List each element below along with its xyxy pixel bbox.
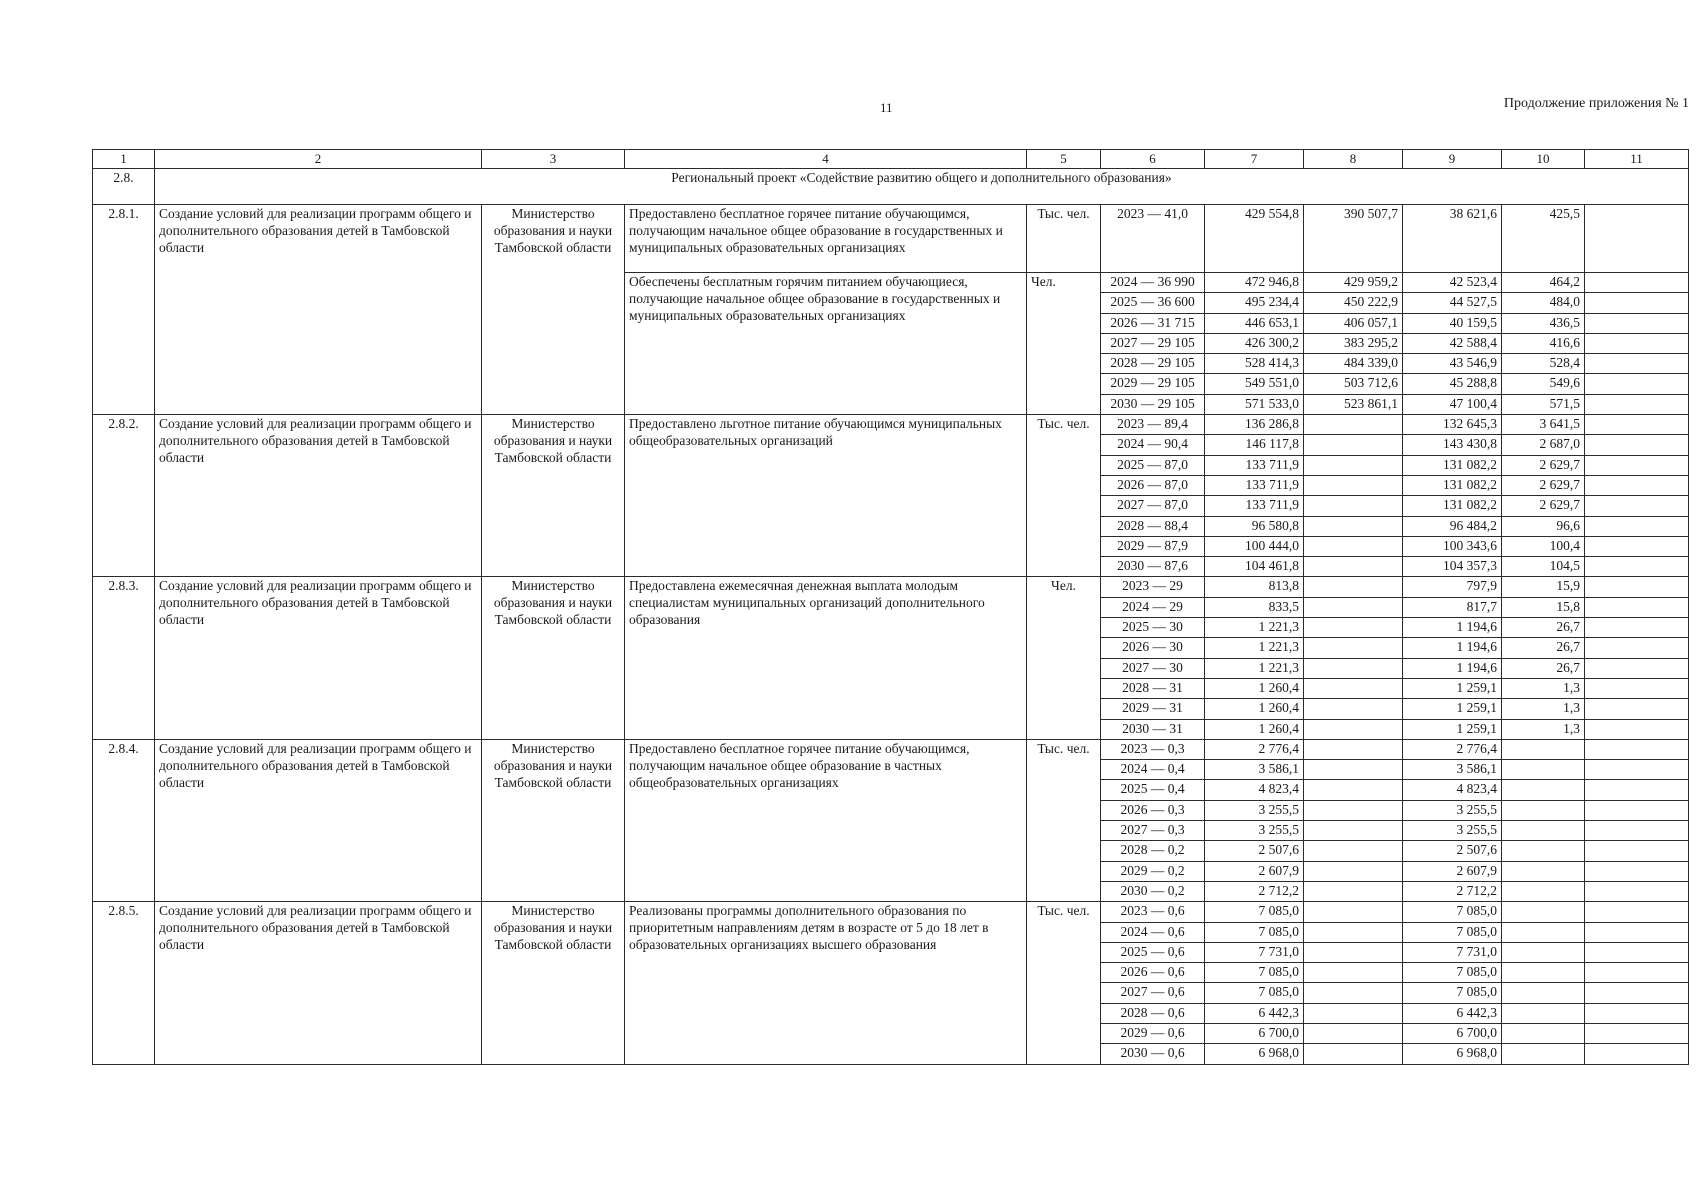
year-target: 2028 — 0,6 [1101, 1003, 1205, 1023]
local-budget: 436,5 [1502, 313, 1585, 333]
measure-name: Создание условий для реализации программ общего и дополнительного образования детей в Тамбовской области [155, 577, 482, 739]
other-sources [1585, 455, 1689, 475]
local-budget: 416,6 [1502, 333, 1585, 353]
measure-name: Создание условий для реализации программ общего и дополнительного образования детей в Тамбовской области [155, 739, 482, 901]
local-budget: 2 629,7 [1502, 455, 1585, 475]
federal-budget [1304, 942, 1403, 962]
result-description: Предоставлена ежемесячная денежная выплата молодым специалистам муниципальных организаций дополнительного образования [625, 577, 1027, 739]
total-amount: 549 551,0 [1205, 374, 1304, 394]
local-budget: 96,6 [1502, 516, 1585, 536]
other-sources [1585, 354, 1689, 374]
other-sources [1585, 293, 1689, 313]
other-sources [1585, 719, 1689, 739]
regional-budget: 42 588,4 [1403, 333, 1502, 353]
executor: Министерство образования и науки Тамбовской области [482, 415, 625, 577]
other-sources [1585, 577, 1689, 597]
executor: Министерство образования и науки Тамбовской области [482, 739, 625, 901]
total-amount: 426 300,2 [1205, 333, 1304, 353]
regional-budget: 143 430,8 [1403, 435, 1502, 455]
local-budget: 3 641,5 [1502, 415, 1585, 435]
section-row [93, 169, 1689, 205]
federal-budget [1304, 618, 1403, 638]
federal-budget [1304, 902, 1403, 922]
total-amount: 104 461,8 [1205, 557, 1304, 577]
other-sources [1585, 739, 1689, 759]
federal-budget [1304, 638, 1403, 658]
regional-budget: 96 484,2 [1403, 516, 1502, 536]
other-sources [1585, 516, 1689, 536]
result-description: Обеспечены бесплатным горячим питанием обучающиеся, получающие начальное общее образование в государственных и муниципальных образовательных организациях [625, 273, 1027, 415]
other-sources [1585, 557, 1689, 577]
federal-budget [1304, 475, 1403, 495]
total-amount: 1 260,4 [1205, 719, 1304, 739]
column-header: 4 [625, 150, 1027, 169]
federal-budget: 429 959,2 [1304, 273, 1403, 293]
regional-budget: 4 823,4 [1403, 780, 1502, 800]
local-budget: 2 687,0 [1502, 435, 1585, 455]
regional-budget: 38 621,6 [1403, 205, 1502, 273]
federal-budget [1304, 719, 1403, 739]
local-budget: 2 629,7 [1502, 496, 1585, 516]
local-budget: 464,2 [1502, 273, 1585, 293]
local-budget: 549,6 [1502, 374, 1585, 394]
federal-budget: 450 222,9 [1304, 293, 1403, 313]
total-amount: 2 776,4 [1205, 739, 1304, 759]
other-sources [1585, 760, 1689, 780]
year-target: 2029 — 0,6 [1101, 1023, 1205, 1043]
year-target: 2028 — 88,4 [1101, 516, 1205, 536]
federal-budget [1304, 496, 1403, 516]
result-description: Предоставлено бесплатное горячее питание обучающимся, получающим начальное общее образование в государственных и муниципальных образовательных организациях [625, 205, 1027, 273]
regional-budget: 6 968,0 [1403, 1044, 1502, 1064]
column-header: 5 [1027, 150, 1101, 169]
total-amount: 2 607,9 [1205, 861, 1304, 881]
total-amount: 446 653,1 [1205, 313, 1304, 333]
local-budget [1502, 902, 1585, 922]
result-description: Предоставлено бесплатное горячее питание обучающимся, получающим начальное общее образование в частных общеобразовательных организациях [625, 739, 1027, 901]
regional-budget: 1 259,1 [1403, 719, 1502, 739]
item-number: 2.8.2. [93, 415, 155, 577]
table-row [93, 577, 1689, 597]
other-sources [1585, 1044, 1689, 1064]
column-header: 9 [1403, 150, 1502, 169]
unit-of-measure: Тыс. чел. [1027, 415, 1101, 577]
federal-budget [1304, 557, 1403, 577]
local-budget: 528,4 [1502, 354, 1585, 374]
column-header: 6 [1101, 150, 1205, 169]
year-target: 2025 — 0,4 [1101, 780, 1205, 800]
local-budget: 1,3 [1502, 699, 1585, 719]
federal-budget: 390 507,7 [1304, 205, 1403, 273]
other-sources [1585, 394, 1689, 414]
federal-budget [1304, 922, 1403, 942]
year-target: 2023 — 0,6 [1101, 902, 1205, 922]
other-sources [1585, 678, 1689, 698]
federal-budget [1304, 516, 1403, 536]
unit-of-measure: Тыс. чел. [1027, 205, 1101, 273]
other-sources [1585, 1003, 1689, 1023]
federal-budget [1304, 455, 1403, 475]
year-target: 2029 — 0,2 [1101, 861, 1205, 881]
page-number: 11 [880, 100, 893, 115]
other-sources [1585, 415, 1689, 435]
total-amount: 3 255,5 [1205, 821, 1304, 841]
federal-budget [1304, 1003, 1403, 1023]
local-budget [1502, 963, 1585, 983]
local-budget [1502, 1003, 1585, 1023]
year-target: 2023 — 89,4 [1101, 415, 1205, 435]
federal-budget [1304, 1023, 1403, 1043]
year-target: 2027 — 0,3 [1101, 821, 1205, 841]
local-budget [1502, 780, 1585, 800]
year-target: 2026 — 30 [1101, 638, 1205, 658]
total-amount: 7 085,0 [1205, 902, 1304, 922]
year-target: 2023 — 0,3 [1101, 739, 1205, 759]
local-budget: 26,7 [1502, 658, 1585, 678]
local-budget [1502, 1023, 1585, 1043]
item-number: 2.8.5. [93, 902, 155, 1064]
unit-of-measure: Чел. [1027, 577, 1101, 739]
other-sources [1585, 205, 1689, 273]
regional-budget: 131 082,2 [1403, 496, 1502, 516]
total-amount: 528 414,3 [1205, 354, 1304, 374]
other-sources [1585, 496, 1689, 516]
local-budget: 15,8 [1502, 597, 1585, 617]
unit-of-measure: Тыс. чел. [1027, 902, 1101, 1064]
federal-budget [1304, 739, 1403, 759]
federal-budget [1304, 577, 1403, 597]
local-budget: 104,5 [1502, 557, 1585, 577]
federal-budget [1304, 658, 1403, 678]
local-budget: 425,5 [1502, 205, 1585, 273]
regional-budget: 7 085,0 [1403, 922, 1502, 942]
other-sources [1585, 658, 1689, 678]
regional-budget: 797,9 [1403, 577, 1502, 597]
year-target: 2030 — 31 [1101, 719, 1205, 739]
total-amount: 2 507,6 [1205, 841, 1304, 861]
regional-budget: 2 776,4 [1403, 739, 1502, 759]
year-target: 2025 — 30 [1101, 618, 1205, 638]
measure-name: Создание условий для реализации программ общего и дополнительного образования детей в Тамбовской области [155, 415, 482, 577]
result-description: Предоставлено льготное питание обучающимся муниципальных общеобразовательных организаций [625, 415, 1027, 577]
other-sources [1585, 881, 1689, 901]
local-budget: 484,0 [1502, 293, 1585, 313]
regional-budget: 47 100,4 [1403, 394, 1502, 414]
total-amount: 495 234,4 [1205, 293, 1304, 313]
other-sources [1585, 273, 1689, 293]
federal-budget: 523 861,1 [1304, 394, 1403, 414]
regional-budget: 1 194,6 [1403, 658, 1502, 678]
other-sources [1585, 313, 1689, 333]
federal-budget [1304, 983, 1403, 1003]
regional-budget: 100 343,6 [1403, 536, 1502, 556]
local-budget: 2 629,7 [1502, 475, 1585, 495]
other-sources [1585, 435, 1689, 455]
table-row [93, 415, 1689, 435]
year-target: 2029 — 29 105 [1101, 374, 1205, 394]
regional-budget: 7 085,0 [1403, 983, 1502, 1003]
table-row [93, 739, 1689, 759]
regional-budget: 1 194,6 [1403, 638, 1502, 658]
measure-name: Создание условий для реализации программ общего и дополнительного образования детей в Тамбовской области [155, 902, 482, 1064]
other-sources [1585, 780, 1689, 800]
local-budget: 571,5 [1502, 394, 1585, 414]
year-target: 2028 — 31 [1101, 678, 1205, 698]
regional-budget: 2 507,6 [1403, 841, 1502, 861]
regional-budget: 45 288,8 [1403, 374, 1502, 394]
total-amount: 133 711,9 [1205, 475, 1304, 495]
column-header: 2 [155, 150, 482, 169]
appendix-note: Продолжение приложения № 1 [1503, 96, 1689, 111]
regional-budget: 131 082,2 [1403, 455, 1502, 475]
federal-budget [1304, 861, 1403, 881]
regional-budget: 42 523,4 [1403, 273, 1502, 293]
local-budget [1502, 739, 1585, 759]
column-header: 10 [1502, 150, 1585, 169]
year-target: 2027 — 29 105 [1101, 333, 1205, 353]
column-header: 7 [1205, 150, 1304, 169]
column-header: 3 [482, 150, 625, 169]
year-target: 2028 — 0,2 [1101, 841, 1205, 861]
total-amount: 6 442,3 [1205, 1003, 1304, 1023]
item-number: 2.8.4. [93, 739, 155, 901]
unit-of-measure: Чел. [1027, 273, 1101, 415]
other-sources [1585, 821, 1689, 841]
year-target: 2023 — 41,0 [1101, 205, 1205, 273]
year-target: 2030 — 29 105 [1101, 394, 1205, 414]
regional-budget: 7 085,0 [1403, 902, 1502, 922]
local-budget [1502, 942, 1585, 962]
regional-budget: 1 194,6 [1403, 618, 1502, 638]
table-row [93, 205, 1689, 273]
column-header: 11 [1585, 150, 1689, 169]
federal-budget [1304, 821, 1403, 841]
local-budget: 15,9 [1502, 577, 1585, 597]
column-header: 1 [93, 150, 155, 169]
result-description: Реализованы программы дополнительного образования по приоритетным направлениям детям в возрасте от 5 до 18 лет в образовательных организациях высшего образования [625, 902, 1027, 1064]
federal-budget [1304, 760, 1403, 780]
total-amount: 1 260,4 [1205, 699, 1304, 719]
regional-budget: 7 085,0 [1403, 963, 1502, 983]
regional-budget: 131 082,2 [1403, 475, 1502, 495]
regional-budget: 817,7 [1403, 597, 1502, 617]
other-sources [1585, 699, 1689, 719]
year-target: 2024 — 0,6 [1101, 922, 1205, 942]
federal-budget [1304, 678, 1403, 698]
column-header: 8 [1304, 150, 1403, 169]
other-sources [1585, 983, 1689, 1003]
year-target: 2030 — 0,6 [1101, 1044, 1205, 1064]
year-target: 2027 — 30 [1101, 658, 1205, 678]
section-number: 2.8. [93, 169, 155, 205]
total-amount: 4 823,4 [1205, 780, 1304, 800]
local-budget [1502, 821, 1585, 841]
other-sources [1585, 902, 1689, 922]
total-amount: 7 085,0 [1205, 963, 1304, 983]
federal-budget [1304, 963, 1403, 983]
unit-of-measure: Тыс. чел. [1027, 739, 1101, 901]
local-budget [1502, 881, 1585, 901]
executor: Министерство образования и науки Тамбовской области [482, 902, 625, 1064]
total-amount: 2 712,2 [1205, 881, 1304, 901]
local-budget [1502, 760, 1585, 780]
total-amount: 146 117,8 [1205, 435, 1304, 455]
total-amount: 100 444,0 [1205, 536, 1304, 556]
federal-budget [1304, 699, 1403, 719]
local-budget [1502, 922, 1585, 942]
other-sources [1585, 942, 1689, 962]
regional-budget: 3 255,5 [1403, 821, 1502, 841]
year-target: 2029 — 31 [1101, 699, 1205, 719]
regional-budget: 3 586,1 [1403, 760, 1502, 780]
total-amount: 833,5 [1205, 597, 1304, 617]
federal-budget: 406 057,1 [1304, 313, 1403, 333]
total-amount: 1 221,3 [1205, 658, 1304, 678]
other-sources [1585, 841, 1689, 861]
total-amount: 3 586,1 [1205, 760, 1304, 780]
federal-budget [1304, 536, 1403, 556]
other-sources [1585, 638, 1689, 658]
total-amount: 7 085,0 [1205, 983, 1304, 1003]
year-target: 2030 — 87,6 [1101, 557, 1205, 577]
other-sources [1585, 536, 1689, 556]
year-target: 2026 — 0,6 [1101, 963, 1205, 983]
regional-budget: 2 712,2 [1403, 881, 1502, 901]
federal-budget: 503 712,6 [1304, 374, 1403, 394]
other-sources [1585, 597, 1689, 617]
year-target: 2024 — 36 990 [1101, 273, 1205, 293]
measures-table [92, 149, 1689, 1065]
total-amount: 472 946,8 [1205, 273, 1304, 293]
year-target: 2024 — 0,4 [1101, 760, 1205, 780]
other-sources [1585, 618, 1689, 638]
other-sources [1585, 333, 1689, 353]
total-amount: 133 711,9 [1205, 455, 1304, 475]
total-amount: 813,8 [1205, 577, 1304, 597]
item-number: 2.8.1. [93, 205, 155, 415]
regional-budget: 104 357,3 [1403, 557, 1502, 577]
year-target: 2025 — 0,6 [1101, 942, 1205, 962]
total-amount: 429 554,8 [1205, 205, 1304, 273]
local-budget [1502, 1044, 1585, 1064]
year-target: 2025 — 87,0 [1101, 455, 1205, 475]
year-target: 2024 — 90,4 [1101, 435, 1205, 455]
other-sources [1585, 922, 1689, 942]
federal-budget [1304, 435, 1403, 455]
regional-budget: 7 731,0 [1403, 942, 1502, 962]
regional-budget: 44 527,5 [1403, 293, 1502, 313]
year-target: 2027 — 0,6 [1101, 983, 1205, 1003]
year-target: 2028 — 29 105 [1101, 354, 1205, 374]
year-target: 2025 — 36 600 [1101, 293, 1205, 313]
year-target: 2026 — 0,3 [1101, 800, 1205, 820]
year-target: 2024 — 29 [1101, 597, 1205, 617]
federal-budget [1304, 1044, 1403, 1064]
local-budget: 1,3 [1502, 719, 1585, 739]
total-amount: 1 260,4 [1205, 678, 1304, 698]
regional-budget: 6 442,3 [1403, 1003, 1502, 1023]
federal-budget [1304, 881, 1403, 901]
total-amount: 6 700,0 [1205, 1023, 1304, 1043]
federal-budget [1304, 800, 1403, 820]
total-amount: 6 968,0 [1205, 1044, 1304, 1064]
local-budget [1502, 841, 1585, 861]
other-sources [1585, 963, 1689, 983]
total-amount: 1 221,3 [1205, 638, 1304, 658]
other-sources [1585, 861, 1689, 881]
local-budget: 26,7 [1502, 618, 1585, 638]
other-sources [1585, 374, 1689, 394]
federal-budget [1304, 780, 1403, 800]
federal-budget [1304, 841, 1403, 861]
other-sources [1585, 800, 1689, 820]
regional-budget: 2 607,9 [1403, 861, 1502, 881]
regional-budget: 1 259,1 [1403, 678, 1502, 698]
item-number: 2.8.3. [93, 577, 155, 739]
regional-budget: 40 159,5 [1403, 313, 1502, 333]
regional-budget: 1 259,1 [1403, 699, 1502, 719]
year-target: 2029 — 87,9 [1101, 536, 1205, 556]
local-budget [1502, 800, 1585, 820]
executor: Министерство образования и науки Тамбовской области [482, 205, 625, 415]
total-amount: 136 286,8 [1205, 415, 1304, 435]
total-amount: 96 580,8 [1205, 516, 1304, 536]
regional-budget: 132 645,3 [1403, 415, 1502, 435]
year-target: 2027 — 87,0 [1101, 496, 1205, 516]
local-budget [1502, 983, 1585, 1003]
section-title: Региональный проект «Содействие развитию общего и дополнительного образования» [155, 169, 1689, 205]
total-amount: 7 085,0 [1205, 922, 1304, 942]
column-numbers-header [93, 150, 1689, 169]
regional-budget: 6 700,0 [1403, 1023, 1502, 1043]
federal-budget: 484 339,0 [1304, 354, 1403, 374]
regional-budget: 3 255,5 [1403, 800, 1502, 820]
year-target: 2030 — 0,2 [1101, 881, 1205, 901]
local-budget: 26,7 [1502, 638, 1585, 658]
total-amount: 133 711,9 [1205, 496, 1304, 516]
executor: Министерство образования и науки Тамбовской области [482, 577, 625, 739]
local-budget: 100,4 [1502, 536, 1585, 556]
measure-name: Создание условий для реализации программ общего и дополнительного образования детей в Тамбовской области [155, 205, 482, 415]
regional-budget: 43 546,9 [1403, 354, 1502, 374]
other-sources [1585, 475, 1689, 495]
local-budget: 1,3 [1502, 678, 1585, 698]
federal-budget [1304, 597, 1403, 617]
total-amount: 3 255,5 [1205, 800, 1304, 820]
total-amount: 7 731,0 [1205, 942, 1304, 962]
total-amount: 1 221,3 [1205, 618, 1304, 638]
year-target: 2026 — 31 715 [1101, 313, 1205, 333]
total-amount: 571 533,0 [1205, 394, 1304, 414]
year-target: 2023 — 29 [1101, 577, 1205, 597]
table-body [93, 169, 1689, 1065]
table-row [93, 902, 1689, 922]
other-sources [1585, 1023, 1689, 1043]
federal-budget: 383 295,2 [1304, 333, 1403, 353]
local-budget [1502, 861, 1585, 881]
federal-budget [1304, 415, 1403, 435]
year-target: 2026 — 87,0 [1101, 475, 1205, 495]
